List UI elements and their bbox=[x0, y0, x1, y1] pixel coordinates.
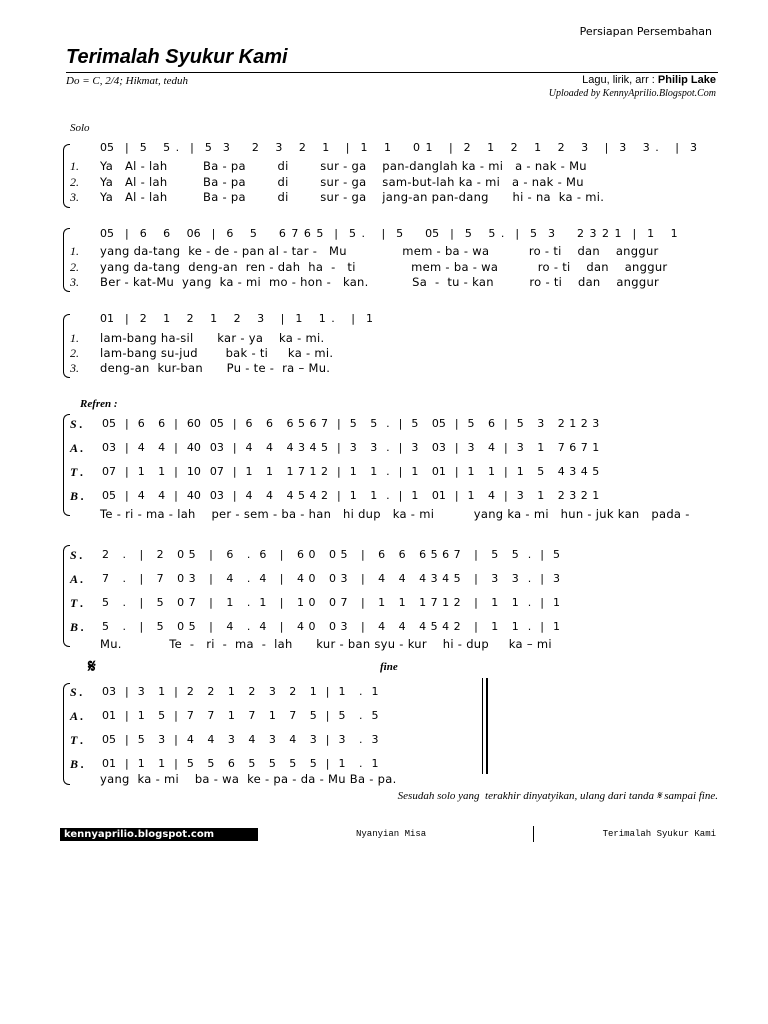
voice-notes-bass: 01 | 1 1 | 5 5 6 5 5 5 5 | 1 . 1 bbox=[102, 757, 379, 770]
category-label: Persiapan Persembahan bbox=[579, 25, 712, 38]
voice-notes-alto: 01 | 1 5 | 7 7 1 7 1 7 5 | 5 . 5 bbox=[102, 709, 379, 722]
verse-lyric: Ya Al - lah Ba - pa di sur - ga sam-but-lah ka - mi a - nak - Mu bbox=[100, 175, 584, 189]
voice-label-alto: A . bbox=[70, 572, 84, 586]
voice-label-soprano: S . bbox=[70, 685, 83, 699]
song-title: Terimalah Syukur Kami bbox=[66, 46, 288, 68]
voice-label-soprano: S . bbox=[70, 417, 83, 431]
credit-name: Philip Lake bbox=[657, 74, 716, 86]
notes-line: 01 | 2 1 2 1 2 3 | 1 1 . | 1 bbox=[100, 312, 373, 325]
voice-label-bass: B . bbox=[70, 620, 85, 634]
verse-number: 2. bbox=[70, 346, 79, 360]
repeat-instruction: Sesudah solo yang terakhir dinyatyikan, ulang dari tanda 𝄋 sampai fine. bbox=[397, 790, 718, 802]
voice-notes-tenor: 5 . | 5 0 7 | 1 . 1 | 1 0 0 7 | 1 1 1 7 1 2 | 1 1 . | 1 bbox=[102, 596, 560, 609]
final-barline bbox=[486, 678, 488, 774]
verse-number: 1. bbox=[70, 244, 79, 258]
system-brace bbox=[63, 144, 70, 208]
voice-label-alto: A . bbox=[70, 441, 84, 455]
system-brace bbox=[63, 314, 70, 378]
system-brace bbox=[63, 683, 70, 785]
voice-notes-bass: 05 | 4 4 | 40 03 | 4 4 4 5 4 2 | 1 1 . | 1 01 | 1 4 | 3 1 2 3 2 1 bbox=[102, 489, 600, 502]
verse-lyric: yang da-tang ke - de - pan al - tar - Mu mem - ba - wa ro - ti dan anggur bbox=[100, 244, 659, 258]
verse-lyric: yang da-tang deng-an ren - dah ha - ti mem - ba - wa ro - ti dan anggur bbox=[100, 260, 668, 274]
voice-label-tenor: T . bbox=[70, 733, 84, 747]
verse-number: 1. bbox=[70, 331, 79, 345]
voice-notes-alto: 7 . | 7 0 3 | 4 . 4 | 4 0 0 3 | 4 4 4 3 4 5 | 3 3 . | 3 bbox=[102, 572, 560, 585]
verse-number: 1. bbox=[70, 159, 79, 173]
footer-collection: Nyanyian Misa bbox=[356, 829, 427, 839]
voice-label-bass: B . bbox=[70, 757, 85, 771]
voice-label-tenor: T . bbox=[70, 596, 84, 610]
voice-notes-alto: 03 | 4 4 | 40 03 | 4 4 4 3 4 5 | 3 3 . | 3 03 | 3 4 | 3 1 7 6 7 1 bbox=[102, 441, 600, 454]
voice-notes-soprano: 03 | 3 1 | 2 2 1 2 3 2 1 | 1 . 1 bbox=[102, 685, 379, 698]
verse-number: 2. bbox=[70, 175, 79, 189]
refrain-lyric: Mu. Te - ri - ma - lah kur - ban syu - kur hi - dup ka – mi bbox=[100, 637, 552, 651]
system-brace bbox=[63, 414, 70, 516]
verse-lyric: Ya Al - lah Ba - pa di sur - ga jang-an pan-dang hi - na ka - mi. bbox=[100, 190, 605, 204]
solo-label: Solo bbox=[70, 122, 90, 134]
footer-separator bbox=[533, 826, 534, 842]
notes-line: 05 | 5 5 . | 5 3 2 3 2 1 | 1 1 0 1 | 2 1 2 1 2 3 | 3 3 . | 3 bbox=[100, 141, 697, 154]
refrain-label: Refren : bbox=[80, 398, 118, 410]
system-brace bbox=[63, 545, 70, 647]
voice-label-bass: B . bbox=[70, 489, 85, 503]
notes-line: 05 | 6 6 06 | 6 5 6 7 6 5 | 5 . | 5 05 | 5 5 . | 5 3 2 3 2 1 | 1 1 bbox=[100, 227, 678, 240]
footer-site: kennyaprilio.blogspot.com bbox=[60, 828, 258, 841]
verse-lyric: lam-bang ha-sil kar - ya ka - mi. bbox=[100, 331, 325, 345]
voice-notes-bass: 5 . | 5 0 5 | 4 . 4 | 4 0 0 3 | 4 4 4 5 4 2 | 1 1 . | 1 bbox=[102, 620, 560, 633]
refrain-lyric: Te - ri - ma - lah per - sem - ba - han hi dup ka - mi yang ka - mi hun - juk kan pada - bbox=[100, 507, 690, 521]
segno-icon: 𝄋 bbox=[88, 656, 96, 676]
voice-notes-soprano: 05 | 6 6 | 60 05 | 6 6 6 5 6 7 | 5 5 . | 5 05 | 5 6 | 5 3 2 1 2 3 bbox=[102, 417, 600, 430]
verse-number: 3. bbox=[70, 275, 79, 289]
credit bbox=[582, 74, 716, 86]
verse-number: 3. bbox=[70, 361, 79, 375]
verse-lyric: Ya Al - lah Ba - pa di sur - ga pan-danglah ka - mi a - nak - Mu bbox=[100, 159, 587, 173]
voice-label-alto: A . bbox=[70, 709, 84, 723]
voice-label-tenor: T . bbox=[70, 465, 84, 479]
final-barline bbox=[482, 678, 483, 774]
voice-notes-soprano: 2 . | 2 0 5 | 6 . 6 | 6 0 0 5 | 6 6 6 5 6 7 | 5 5 . | 5 bbox=[102, 548, 560, 561]
refrain-lyric: yang ka - mi ba - wa ke - pa - da - Mu Ba - pa. bbox=[100, 772, 397, 786]
fine-marker: fine bbox=[380, 661, 398, 673]
title-rule bbox=[66, 72, 718, 73]
verse-lyric: lam-bang su-jud bak - ti ka - mi. bbox=[100, 346, 334, 360]
verse-lyric: Ber - kat-Mu yang ka - mi mo - hon - kan. Sa - tu - kan ro - ti dan anggur bbox=[100, 275, 660, 289]
system-brace bbox=[63, 228, 70, 292]
verse-number: 2. bbox=[70, 260, 79, 274]
key-tempo: Do = C, 2/4; Hikmat, teduh bbox=[66, 75, 188, 87]
voice-label-soprano: S . bbox=[70, 548, 83, 562]
uploaded-by: Uploaded by KennyAprilio.Blogspot.Com bbox=[548, 88, 716, 99]
voice-notes-tenor: 07 | 1 1 | 10 07 | 1 1 1 7 1 2 | 1 1 . | 1 01 | 1 1 | 1 5 4 3 4 5 bbox=[102, 465, 600, 478]
verse-number: 3. bbox=[70, 190, 79, 204]
voice-notes-tenor: 05 | 5 3 | 4 4 3 4 3 4 3 | 3 . 3 bbox=[102, 733, 379, 746]
verse-lyric: deng-an kur-ban Pu - te - ra – Mu. bbox=[100, 361, 331, 375]
footer-title: Terimalah Syukur Kami bbox=[602, 829, 716, 839]
credit-prefix: Lagu, lirik, arr : bbox=[582, 74, 658, 86]
